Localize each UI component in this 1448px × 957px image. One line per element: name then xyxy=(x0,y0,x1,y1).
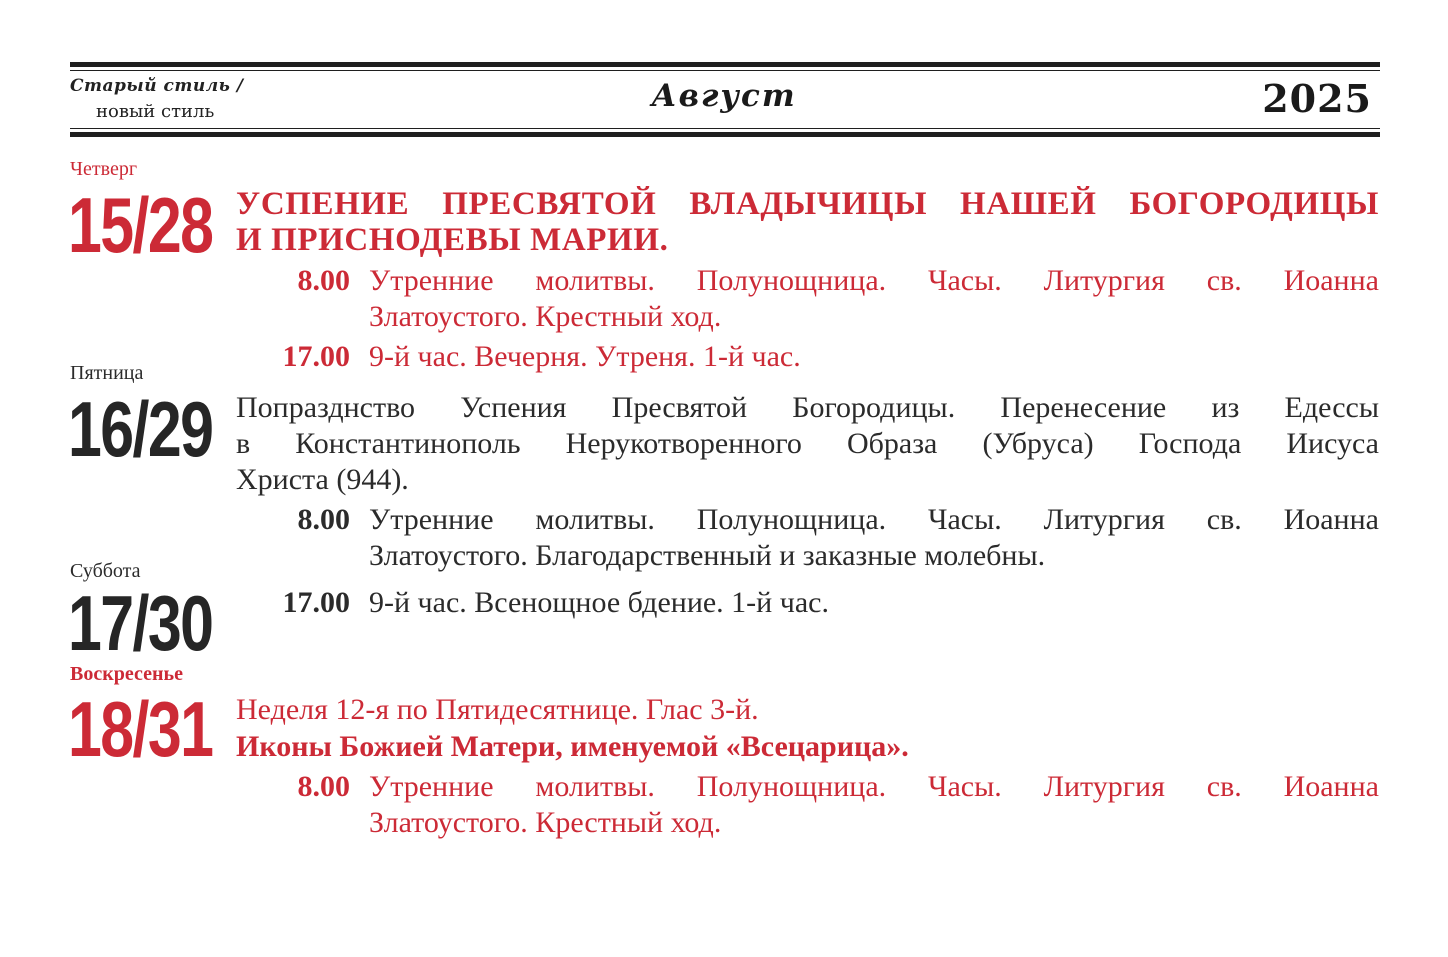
service-text-line: Утренние молитвы. Полунощница. Часы. Литургия св. Иоанна xyxy=(369,264,1379,297)
date-number: 16/29 xyxy=(68,385,213,473)
service-text xyxy=(369,263,1379,335)
service-entry xyxy=(236,502,1379,574)
header-bottom-rule-thin xyxy=(70,128,1380,129)
header-bottom-rule-thick xyxy=(70,132,1380,137)
service-entry xyxy=(236,263,1379,335)
month-title: Август xyxy=(651,78,797,114)
header-top-rule-thick xyxy=(70,62,1380,67)
weekday-label: Воскресенье xyxy=(70,663,183,685)
service-text xyxy=(369,502,1379,574)
service-text-line: Златоустого. Благодарственный и заказные молебны. xyxy=(369,539,1046,572)
service-text-line: 9-й час. Всенощное бдение. 1-й час. xyxy=(369,586,829,619)
service-entry xyxy=(236,769,1379,841)
service-time: 17.00 xyxy=(282,586,350,619)
old-style-label: Старый стиль / xyxy=(70,76,244,96)
service-text-line: Златоустого. Крестный ход. xyxy=(369,300,722,333)
service-time: 8.00 xyxy=(297,264,350,297)
service-time: 17.00 xyxy=(282,340,350,373)
day-text-line: Иконы Божией Матери, именуемой «Всецарица». xyxy=(236,730,909,763)
service-text-line: 9-й час. Вечерня. Утреня. 1-й час. xyxy=(369,340,801,373)
service-text-line: Златоустого. Крестный ход. xyxy=(369,806,722,839)
weekday-label: Четверг xyxy=(70,158,138,180)
day-text-line: Неделя 12-я по Пятидесятнице. Глас 3-й. xyxy=(236,693,759,726)
day-text-line: Христа (944). xyxy=(236,463,409,496)
date-number: 17/30 xyxy=(68,579,213,667)
service-text xyxy=(369,339,1379,375)
weekday-label: Пятница xyxy=(70,362,144,384)
service-text-line: Утренние молитвы. Полунощница. Часы. Литургия св. Иоанна xyxy=(369,770,1379,803)
day-text-line: в Константинополь Нерукотворенного Образа (Убруса) Господа Иисуса xyxy=(236,427,1379,460)
service-entry xyxy=(236,339,1379,375)
day-text-line: Попразднство Успения Пресвятой Богородицы. Перенесение из Едессы xyxy=(236,391,1379,424)
weekday-label: Суббота xyxy=(70,560,141,582)
service-text-line: Утренние молитвы. Полунощница. Часы. Литургия св. Иоанна xyxy=(369,503,1379,536)
feast-title-line: УСПЕНИЕ ПРЕСВЯТОЙ ВЛАДЫЧИЦЫ НАШЕЙ БОГОРОДИЦЫ xyxy=(236,186,1379,222)
service-time: 8.00 xyxy=(297,503,350,536)
date-number: 18/31 xyxy=(68,685,213,773)
date-number: 15/28 xyxy=(68,181,213,269)
header-top-rule-thin xyxy=(70,70,1380,71)
service-text xyxy=(369,769,1379,841)
year-label: 2025 xyxy=(1262,76,1372,121)
new-style-label: новый стиль xyxy=(96,101,215,122)
feast-title-line: И ПРИСНОДЕВЫ МАРИИ. xyxy=(236,222,669,258)
service-text xyxy=(369,585,1379,621)
service-entry xyxy=(236,585,1379,621)
service-time: 8.00 xyxy=(297,770,350,803)
